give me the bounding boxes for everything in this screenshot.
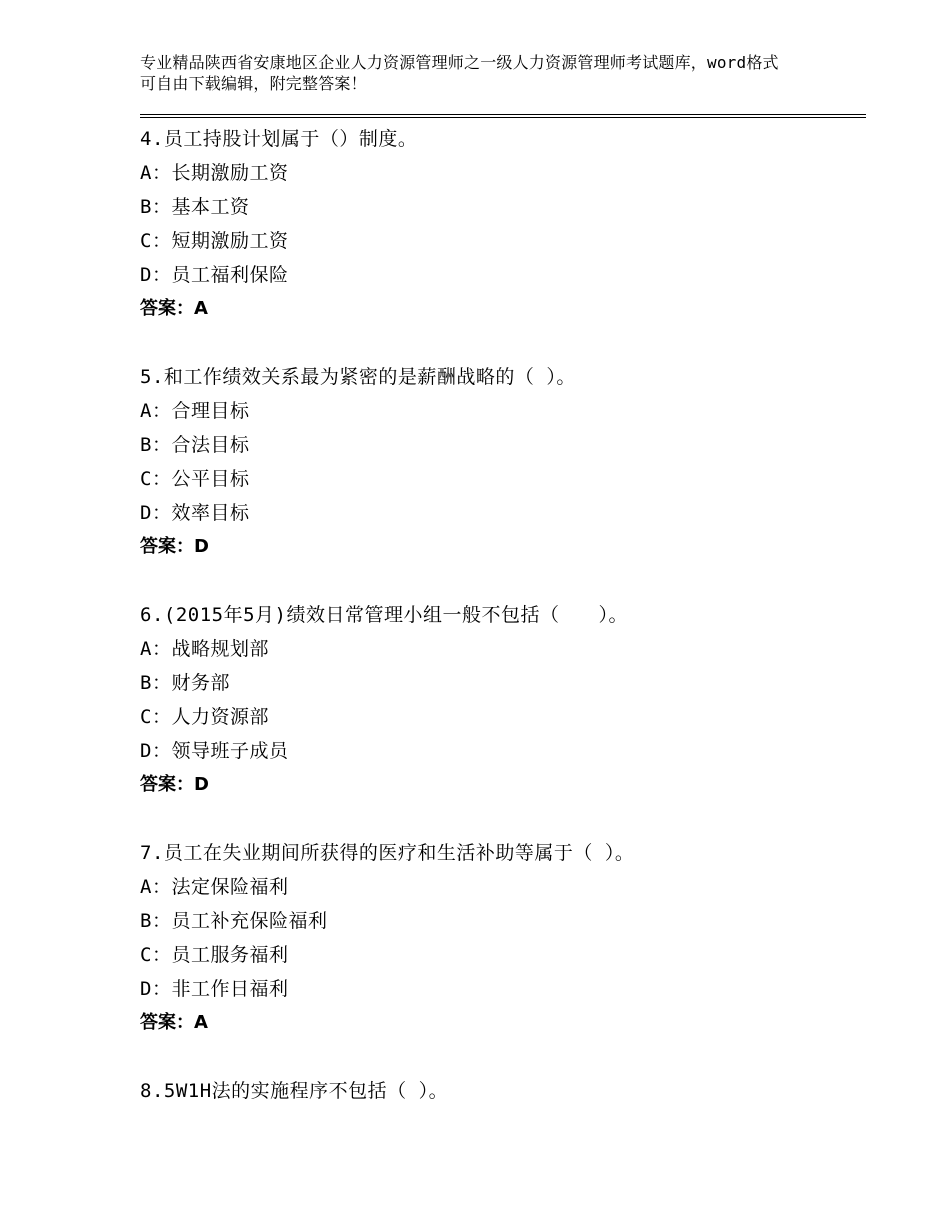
answer-line: 答案：D: [140, 536, 209, 557]
question-6: [140, 598, 866, 802]
option-b: B：财务部: [140, 672, 230, 694]
document-header: 专业精品陕西省安康地区企业人力资源管理师之一级人力资源管理师考试题库，word格式可自由下载编辑，附完整答案！: [140, 53, 779, 93]
option-d: D：领导班子成员: [140, 740, 289, 762]
question-stem: 5.和工作绩效关系最为紧密的是薪酬战略的（ ）。: [140, 366, 576, 388]
option-a: A：战略规划部: [140, 638, 269, 660]
option-c: C：公平目标: [140, 468, 250, 490]
question-5: [140, 360, 866, 564]
option-a: A：长期激励工资: [140, 162, 289, 184]
answer-line: 答案：A: [140, 298, 208, 319]
option-c: C：人力资源部: [140, 706, 269, 728]
document-page: [140, 52, 866, 1142]
option-a: A：法定保险福利: [140, 876, 289, 898]
answer-line: 答案：A: [140, 1012, 208, 1033]
option-b: B：合法目标: [140, 434, 250, 456]
question-list: [140, 122, 866, 1108]
option-c: C：员工服务福利: [140, 944, 289, 966]
question-7: [140, 836, 866, 1040]
option-b: B：员工补充保险福利: [140, 910, 328, 932]
header-divider: [140, 114, 866, 118]
question-stem: 4.员工持股计划属于（）制度。: [140, 128, 418, 150]
option-d: D：员工福利保险: [140, 264, 289, 286]
question-stem: 8.5W1H法的实施程序不包括（ ）。: [140, 1080, 449, 1102]
option-b: B：基本工资: [140, 196, 250, 218]
question-8: [140, 1074, 866, 1108]
option-a: A：合理目标: [140, 400, 250, 422]
option-d: D：效率目标: [140, 502, 250, 524]
option-c: C：短期激励工资: [140, 230, 289, 252]
option-d: D：非工作日福利: [140, 978, 289, 1000]
question-stem: 6.(2015年5月)绩效日常管理小组一般不包括（ ）。: [140, 604, 628, 626]
question-4: [140, 122, 866, 326]
question-stem: 7.员工在失业期间所获得的医疗和生活补助等属于（ ）。: [140, 842, 635, 864]
answer-line: 答案：D: [140, 774, 209, 795]
